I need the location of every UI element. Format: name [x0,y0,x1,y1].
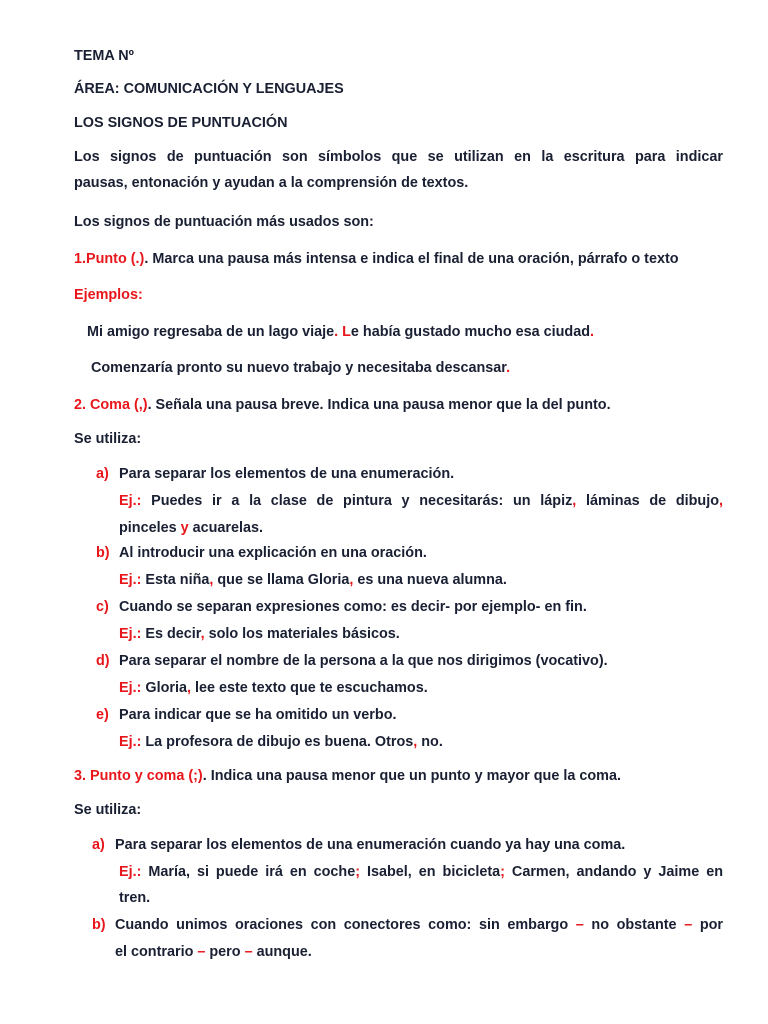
list-marker: a) [92,837,105,853]
item-text: aunque. [252,944,312,960]
area-heading: ÁREA: COMUNICACIÓN Y LENGUAJES [74,81,344,97]
list-item-text: Cuando se separan expresiones como: es decir- por ejemplo- en fin. [119,599,587,615]
example-text: acuarelas. [188,520,264,536]
ej-label: Ej.: [119,864,142,880]
example-mark: . [506,360,511,376]
example-text: e había gustado mucho esa ciudad [350,324,591,340]
list-item-text: Para indicar que se ha omitido un verbo. [119,707,397,723]
example-text: Es decir [145,626,201,642]
example-text: que se llama Gloria [213,572,350,588]
coma-example-d [119,679,428,697]
list-marker: c) [96,599,109,615]
ej-label: Ej.: [119,680,142,696]
common-signs-heading: Los signos de puntuación más usados son: [74,214,374,230]
coma-example-a [119,492,723,510]
example-text: es una nueva alumna. [353,572,507,588]
punto-line [74,250,679,268]
list-marker: d) [96,653,110,669]
ej-label: Ej.: [119,572,142,588]
example-mark: , [719,493,723,509]
list-marker: e) [96,707,109,723]
connector-dash: – [684,917,693,933]
punto-y-coma-text: . Indica una pausa menor que un punto y mayor que la coma. [202,768,621,784]
example-mark: ; [500,864,505,880]
item-text: Cuando unimos oraciones con conectores como: sin embargo [115,917,576,933]
example-mark: , [413,734,418,750]
coma-example-e [119,733,443,751]
examples-label: Ejemplos: [74,287,143,303]
example-mark: , [572,493,577,509]
example-text: María, si puede irá en coche [148,864,356,880]
coma-se-utiliza: Se utiliza: [74,431,142,447]
ej-label: Ej.: [119,626,142,642]
punto-y-coma-example-a [119,863,723,881]
punto-y-coma-se-utiliza: Se utiliza: [74,802,142,818]
punto-text: . Marca una pausa más intensa e indica el final de una oración, párrafo o texto [144,251,679,267]
page-title: LOS SIGNOS DE PUNTUACIÓN [74,115,288,131]
example-mark: , [209,572,214,588]
list-item-text: Al introducir una explicación en una oración. [119,545,427,561]
connector-dash: – [244,944,253,960]
example-text: Gloria [145,680,187,696]
tema-heading: TEMA Nº [74,48,134,64]
item-text: no obstante [583,917,685,933]
example-text: Isabel, en bicicleta [360,864,501,880]
coma-example-c [119,625,400,643]
list-item-text: Para separar los elementos de una enumeración cuando ya hay una coma. [115,837,626,853]
coma-text: . Señala una pausa breve. Indica una pausa menor que la del punto. [147,397,611,413]
example-text: solo los materiales básicos. [204,626,400,642]
example-mark: y [180,520,189,536]
list-marker: a) [96,466,109,482]
example-text: Carmen, andando y Jaime en [504,864,723,880]
example-text: Comenzaría pronto su nuevo trabajo y necesitaba descansar [91,360,507,376]
punto-y-coma-line [74,767,621,785]
example-text: Esta niña [145,572,210,588]
punto-y-coma-label: 3. Punto y coma (;) [74,768,203,784]
punto-y-coma-example-a-cont: tren. [119,890,151,906]
example-text: lee este texto que te escuchamos. [190,680,428,696]
example-text: láminas de dibujo [576,493,719,509]
ej-label: Ej.: [119,493,142,509]
punto-example-1 [87,323,594,341]
example-mark: . [590,324,595,340]
example-text: Puedes ir a la clase de pintura y necesitarás: un lápiz [151,493,573,509]
coma-example-b [119,571,507,589]
example-mark: , [186,680,191,696]
example-text: no. [417,734,443,750]
punto-y-coma-item-b-line-1 [115,916,723,934]
example-text: Mi amigo regresaba de un lago viaje [87,324,335,340]
example-text: La profesora de dibujo es buena. Otros [145,734,414,750]
coma-label: 2. Coma (,) [74,397,148,413]
coma-example-a-cont [119,519,263,537]
list-item-text: Para separar los elementos de una enumeración. [119,466,455,482]
punto-label: 1.Punto (.) [74,251,145,267]
connector-dash: – [575,917,584,933]
punto-example-2 [91,359,510,377]
intro-line-1: Los signos de puntuación son símbolos que se utilizan en la escritura para indicar [74,149,723,165]
item-text: el contrario [115,944,198,960]
example-mark: , [349,572,354,588]
item-text: pero [205,944,245,960]
example-text: pinceles [119,520,181,536]
list-marker: b) [92,917,106,933]
example-mark: , [200,626,205,642]
example-mark: ; [355,864,361,880]
connector-dash: – [197,944,206,960]
coma-line [74,396,611,414]
list-item-text: Para separar el nombre de la persona a la que nos dirigimos (vocativo). [119,653,608,669]
item-text: por [692,917,724,933]
list-marker: b) [96,545,110,561]
example-mark: . [334,324,339,340]
punto-y-coma-item-b-line-2 [115,943,312,961]
intro-line-2: pausas, entonación y ayudan a la comprensión de textos. [74,175,469,191]
example-mark: L [338,324,351,340]
ej-label: Ej.: [119,734,142,750]
